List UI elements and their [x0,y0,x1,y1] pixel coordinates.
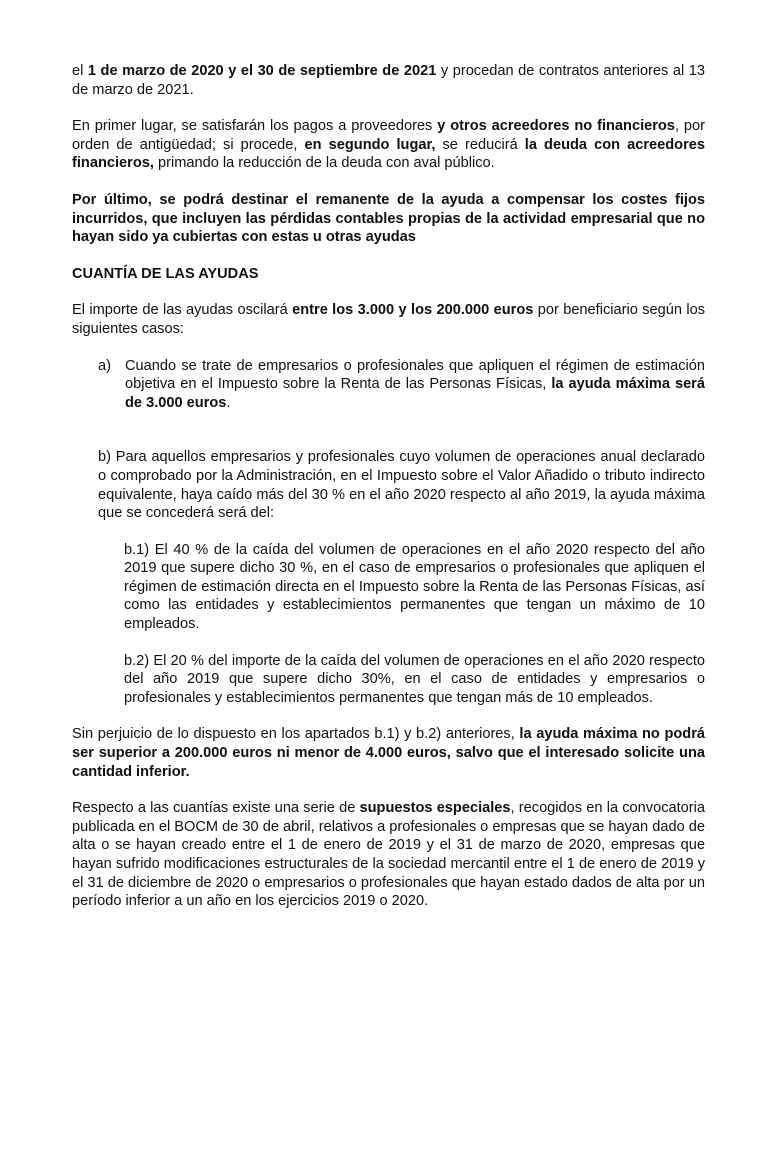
text: . [226,394,231,411]
bold-text: la ayuda máxima será de 3.000 euros [125,376,705,411]
text: , por orden de antigüedad; si procede, [72,118,705,153]
bold-text: la deuda con acreedores financieros, [72,136,705,172]
list-item-b2: b.2) El 20 % del importe de la caída del volumen de operaciones en el año 2020 respecto del año 2019 que supere dicho 30%, en el caso de entidades y empresarios o profesionales y establecimientos permanentes que tengan más de 10 empleados. [124,652,705,706]
text: , recogidos en la convocatoria publicada en el BOCM de 30 de abril, relativos a profesionales o empresas que se hayan dado de alta o se hayan creado entre el 1 de enero de 2019 y el 31 de marzo de 2020, empresas que hayan sufrido modificaciones estructurales de la sociedad mercantil entre el 1 de enero de 2019 y el 31 de diciembre de 2020 o empresarios o profesionales que hayan estado dados de alta por un período inferior a un año en los ejercicios 2019 o 2020. [72,800,706,910]
paragraph-payments-order [72,117,705,173]
text: primando la reducción de la deuda con aval público. [153,155,495,172]
bold-text: 1 de marzo de 2020 y el 30 de septiembre de 2021 [87,63,437,79]
list-item-b1: b.1) El 40 % de la caída del volumen de operaciones en el año 2020 respecto del año 2019 que supere dicho 30 %, en el caso de empresarios o profesionales que apliquen el régimen de estimación directa en el Impuesto sobre la Renta de las Personas Físicas, así como las entidades y establecimientos permanentes que tengan un máximo de 10 empleados. [124,541,705,633]
text: y procedan de contratos anteriores al 13 de marzo de 2021. [72,63,705,98]
bold-text: entre los 3.000 y los 200.000 euros [292,302,534,319]
bold-text: y otros acreedores no financieros [437,118,675,135]
bold-text: Por último, se podrá destinar el remanente de la ayuda a compensar los costes fijos incurridos, que incluyen las pérdidas contables propias de la actividad empresarial que no hayan sido ya cubiertas con estas u otras ayudas [72,191,705,246]
paragraph-dates [72,62,705,99]
list-item-a [72,357,705,413]
bold-text: la ayuda máxima no podrá ser superior a 200.000 euros ni menor de 4.000 euros, salvo que el interesado solicite una cantidad inferior. [72,726,705,780]
text: Sin perjuicio de lo dispuesto en los apartados b.1) y b.2) anteriores, [72,726,520,743]
text: Respecto a las cuantías existe una serie de [72,800,360,817]
text: el [72,63,88,79]
list-marker: a) [98,357,111,374]
text: por beneficiario según los siguientes casos: [72,302,705,337]
paragraph-max-aid [72,725,705,781]
section-heading: CUANTÍA DE LAS AYUDAS [72,265,259,282]
paragraph-remainder [72,191,705,247]
text: El importe de las ayudas oscilará [72,302,293,319]
text: En primer lugar, se satisfarán los pagos a proveedores [72,118,438,135]
bold-text: en segundo lugar, [304,136,436,153]
text: Cuando se trate de empresarios o profesionales que apliquen el régimen de estimación objetiva en el Impuesto sobre la Renta de las Personas Físicas, [125,357,705,393]
bold-text: supuestos especiales [359,800,511,817]
paragraph-special-cases [72,799,705,911]
paragraph-amount-range [72,301,705,338]
document-page [72,62,705,911]
list-item-b: b) Para aquellos empresarios y profesionales cuyo volumen de operaciones anual declarado o comprobado por la Administración, en el Impuesto sobre el Valor Añadido o tributo indirecto equivalente, haya caído más del 30 % en el año 2020 respecto al año 2019, la ayuda máxima que se concederá será del: [98,449,705,522]
text: se reducirá [435,136,525,153]
